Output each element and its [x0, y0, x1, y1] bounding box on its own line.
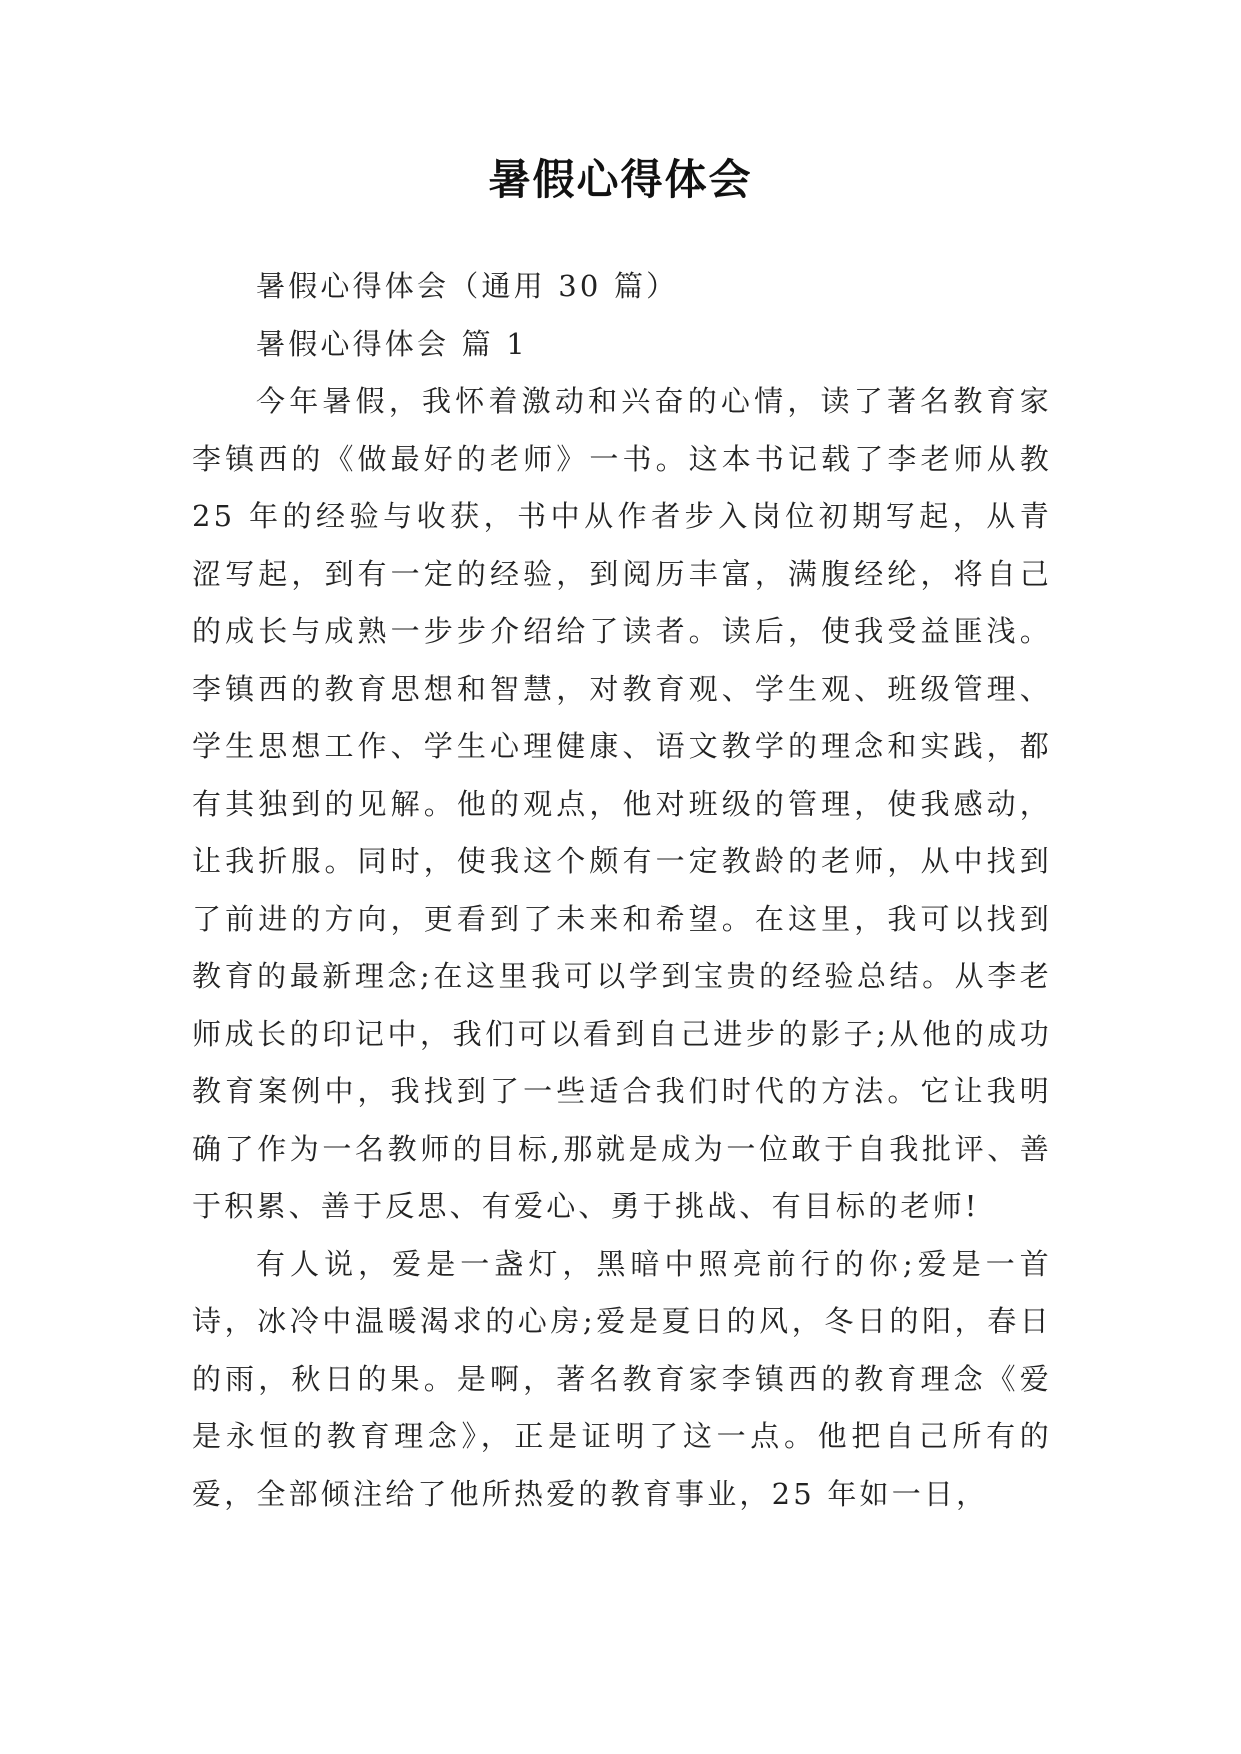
document-body — [192, 258, 1052, 1523]
section-heading: 暑假心得体会 篇 1 — [256, 326, 528, 361]
document-subtitle: 暑假心得体会（通用 30 篇） — [256, 269, 679, 303]
paragraph: 有人说，爱是一盏灯，黑暗中照亮前行的你;爱是一首诗，冰冷中温暖渴求的心房;爱是夏日的风，冬日的阳，春日的雨，秋日的果。是啊，著名教育家李镇西的教育理念《爱是永恒的教育理念》，正是证明了这一点。他把自己所有的爱，全部倾注给了他所热爱的教育事业，25 年如一日， — [192, 1246, 1052, 1511]
document-title: 暑假心得体会 — [488, 155, 753, 204]
paragraph: 今年暑假，我怀着激动和兴奋的心情，读了著名教育家李镇西的《做最好的老师》一书。这本书记载了李老师从教 25 年的经验与收获，书中从作者步入岗位初期写起，从青涩写起，到有一定的经验，到阅历丰富，满腹经纶，将自己的成长与成熟一步步介绍给了读者。读后，使我受益匪浅。李镇西的教育思想和智慧，对教育观、学生观、班级管理、学生思想工作、学生心理健康、语文教学的理念和实践，都有其独到的见解。他的观点，他对班级的管理，使我感动，让我折服。同时，使我这个颇有一定教龄的老师，从中找到了前进的方向，更看到了未来和希望。在这里，我可以找到教育的最新理念;在这里我可以学到宝贵的经验总结。从李老师成长的印记中，我们可以看到自己进步的影子;从他的成功教育案例中，我找到了一些适合我们时代的方法。它让我明确了作为一名教师的目标,那就是成为一位敢于自我批评、善于积累、善于反思、有爱心、勇于挑战、有目标的老师! — [192, 384, 1052, 1223]
